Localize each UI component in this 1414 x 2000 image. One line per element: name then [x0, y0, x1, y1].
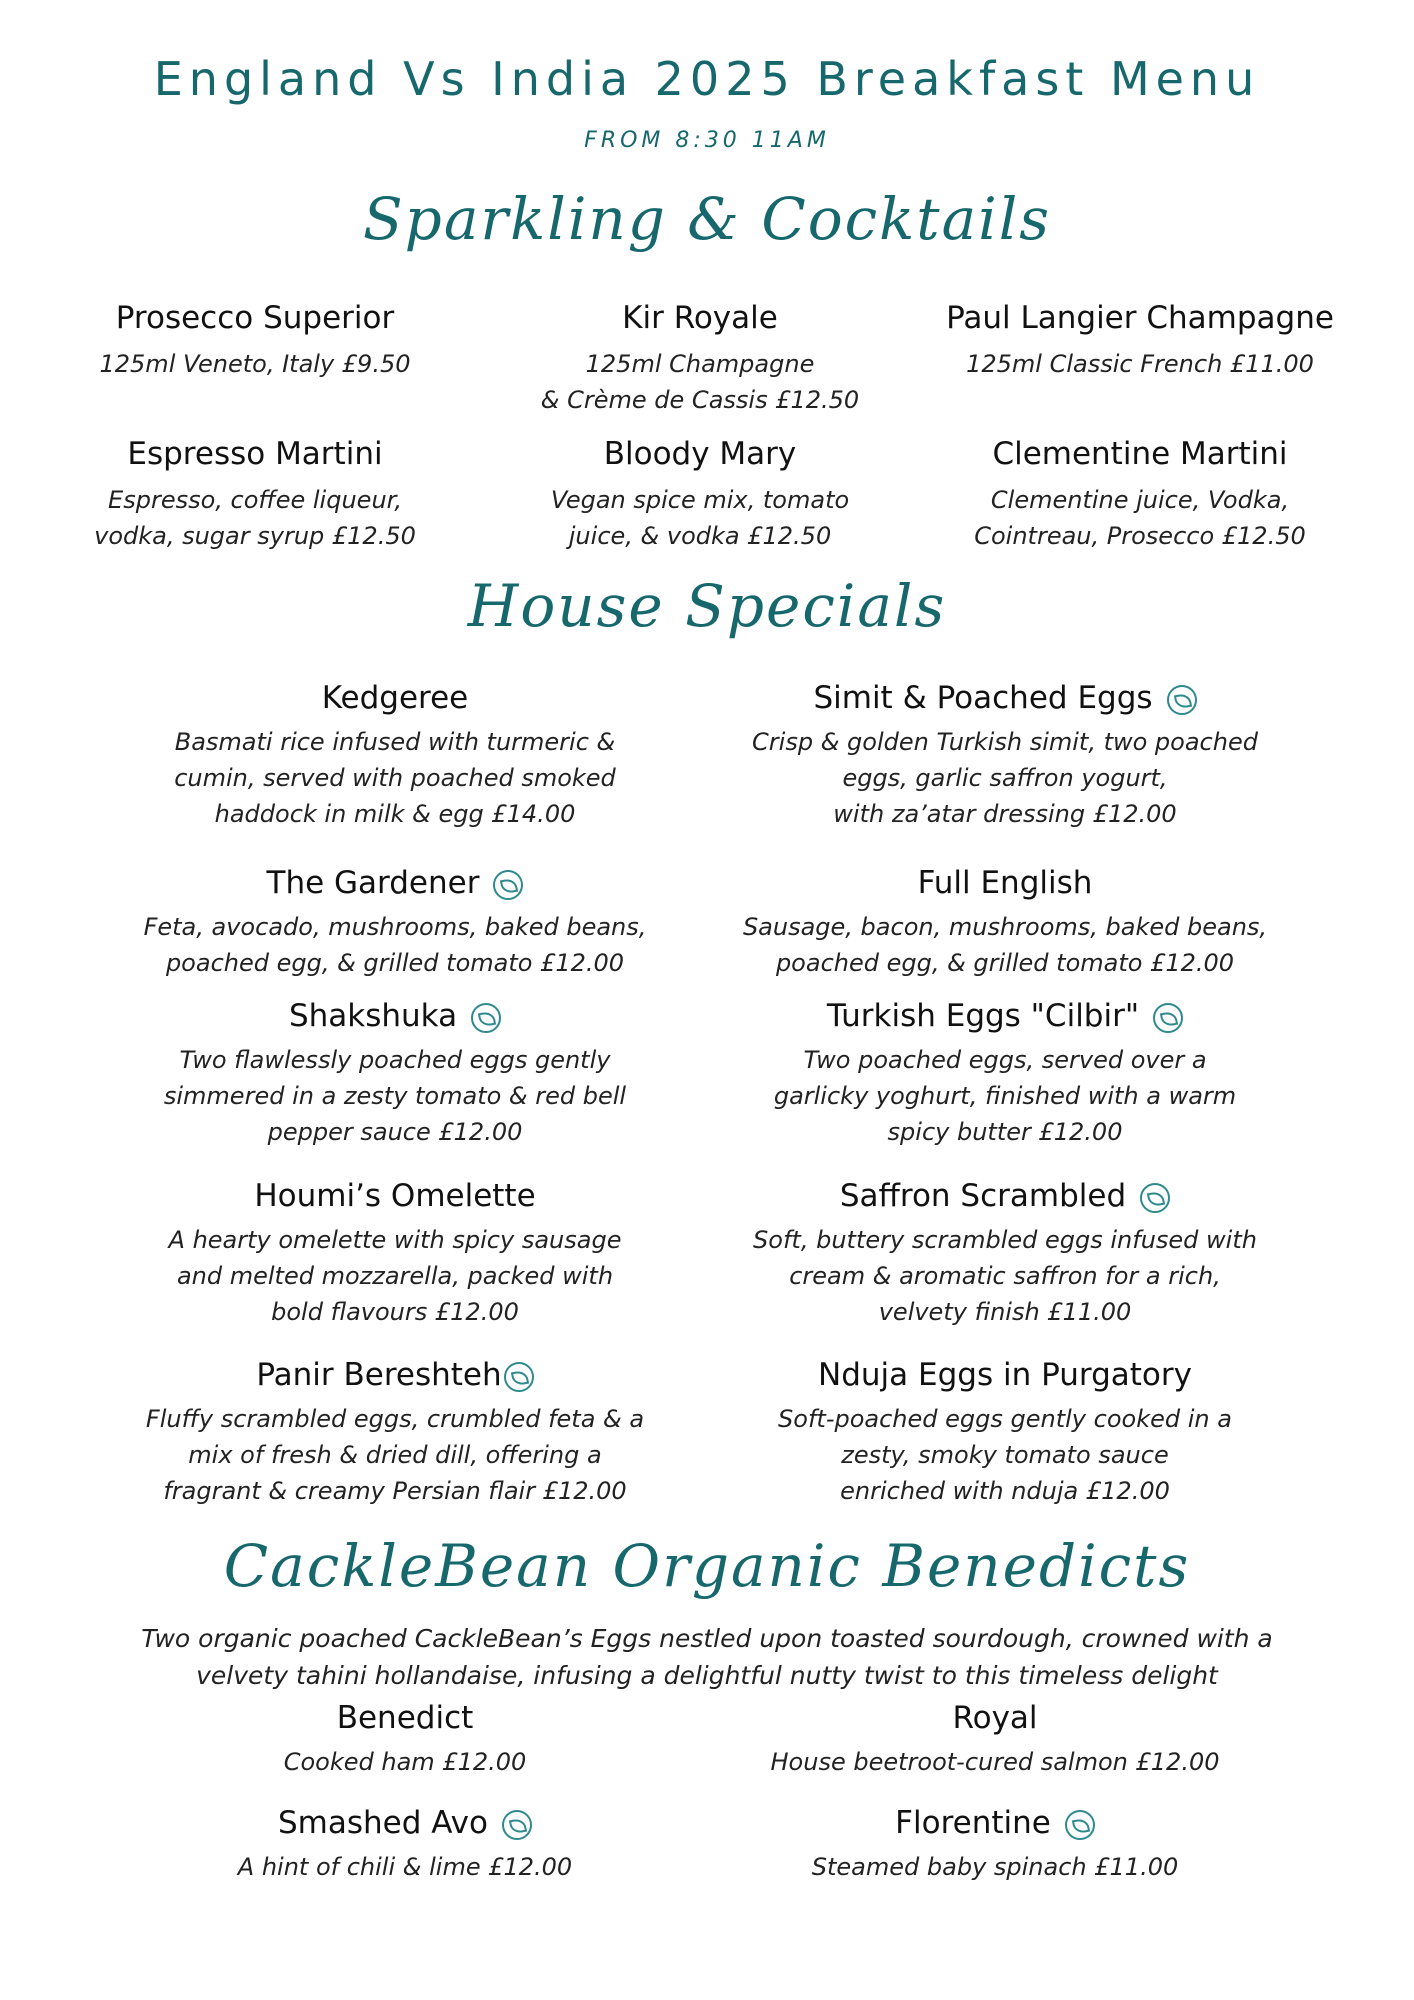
item-name: Florentine	[895, 1805, 1051, 1841]
item-desc: Two flawlessly poached eggs gently simmered in a zesty tomato & red bell pepper sauce £12.00	[163, 1046, 627, 1146]
item-name: Prosecco Superior	[115, 300, 395, 336]
menu-item	[710, 1357, 1300, 1509]
menu-item	[500, 436, 900, 554]
menu-item	[710, 1178, 1300, 1330]
section-title-house-specials: House Specials	[467, 572, 947, 640]
leaf-icon	[502, 1810, 532, 1840]
item-desc: Steamed baby spinach £11.00	[811, 1853, 1179, 1881]
menu-item	[710, 998, 1300, 1150]
leaf-icon	[1065, 1810, 1095, 1840]
item-desc: Clementine juice, Vodka, Cointreau, Prosecco £12.50	[974, 486, 1306, 550]
leaf-icon	[504, 1362, 534, 1392]
menu-title: England Vs India 2025 Breakfast Menu	[153, 52, 1261, 106]
menu-subtitle: FROM 8:30 11AM	[584, 128, 830, 153]
item-name: Kir Royale	[622, 300, 778, 336]
leaf-icon	[1167, 685, 1197, 715]
leaf-icon	[1140, 1183, 1170, 1213]
menu-item	[110, 865, 680, 981]
item-desc: A hearty omelette with spicy sausage and melted mozzarella, packed with bold flavours £12.00	[168, 1226, 622, 1326]
item-desc: 125ml Champagne & Crème de Cassis £12.50	[540, 350, 860, 414]
section-title-benedicts: CackleBean Organic Benedicts	[223, 1532, 1191, 1600]
menu-item	[730, 1805, 1260, 1885]
item-name: Panir Bereshteh	[256, 1357, 502, 1393]
item-desc: Crisp & golden Turkish simit, two poached eggs, garlic saffron yogurt, with za’atar dressing £12.00	[752, 728, 1258, 828]
item-desc: Sausage, bacon, mushrooms, baked beans, poached egg, & grilled tomato £12.00	[742, 913, 1268, 977]
menu-item	[150, 1700, 660, 1780]
menu-item	[710, 680, 1300, 832]
menu-item	[500, 300, 900, 418]
menu-item	[940, 436, 1340, 554]
item-desc: Espresso, coffee liqueur, vodka, sugar syrup £12.50	[94, 486, 416, 550]
item-name: Saffron Scrambled	[839, 1178, 1127, 1214]
item-name: Espresso Martini	[127, 436, 383, 472]
item-name: Turkish Eggs "Cilbir"	[826, 998, 1140, 1034]
item-name: Kedgeree	[321, 680, 469, 716]
item-name: Full English	[917, 865, 1093, 901]
menu-item	[60, 436, 450, 554]
leaf-icon	[471, 1003, 501, 1033]
item-name: Benedict	[336, 1700, 474, 1736]
item-name: Paul Langier Champagne	[946, 300, 1334, 336]
item-desc: Feta, avocado, mushrooms, baked beans, poached egg, & grilled tomato £12.00	[143, 913, 647, 977]
menu-item	[730, 1700, 1260, 1780]
leaf-icon	[1153, 1003, 1183, 1033]
item-name: Houmi’s Omelette	[254, 1178, 536, 1214]
item-desc: Fluffy scrambled eggs, crumbled feta & a mix of fresh & dried dill, offering a fragrant & creamy Persian flair £12.00	[145, 1405, 645, 1505]
benedicts-intro: Two organic poached CackleBean’s Eggs nestled upon toasted sourdough, crowned with a velvety tahini hollandaise, infusing a delightful nutty twist to this timeless delight	[141, 1624, 1273, 1690]
item-name: Smashed Avo	[278, 1805, 488, 1841]
item-desc: Basmati rice infused with turmeric & cumin, served with poached smoked haddock in milk & egg £14.00	[174, 728, 616, 828]
leaf-icon	[493, 870, 523, 900]
item-name: The Gardener	[266, 865, 480, 901]
menu-item	[110, 998, 680, 1150]
menu-item	[710, 865, 1300, 981]
menu-item	[940, 300, 1340, 382]
item-name: Simit & Poached Eggs	[813, 680, 1153, 716]
item-desc: Vegan spice mix, tomato juice, & vodka £12.50	[550, 486, 850, 550]
section-title-sparkling: Sparkling & Cocktails	[362, 185, 1052, 253]
item-name: Bloody Mary	[603, 436, 797, 472]
menu-item	[110, 1357, 680, 1509]
item-name: Shakshuka	[288, 998, 458, 1034]
item-desc: Two poached eggs, served over a garlicky yoghurt, finished with a warm spicy butter £12.00	[773, 1046, 1237, 1146]
menu-item	[110, 680, 680, 832]
menu-item	[150, 1805, 660, 1885]
item-desc: 125ml Veneto, Italy £9.50	[99, 350, 411, 378]
item-desc: A hint of chili & lime £12.00	[237, 1853, 573, 1881]
item-name: Nduja Eggs in Purgatory	[818, 1357, 1192, 1393]
item-name: Royal	[952, 1700, 1038, 1736]
menu-item	[110, 1178, 680, 1330]
item-name: Clementine Martini	[992, 436, 1288, 472]
item-desc: Soft-poached eggs gently cooked in a zesty, smoky tomato sauce enriched with nduja £12.00	[778, 1405, 1232, 1505]
item-desc: Cooked ham £12.00	[283, 1748, 527, 1776]
menu-item	[60, 300, 450, 382]
item-desc: House beetroot-cured salmon £12.00	[770, 1748, 1220, 1776]
item-desc: Soft, buttery scrambled eggs infused with cream & aromatic saffron for a rich, velvety finish £11.00	[753, 1226, 1257, 1326]
item-desc: 125ml Classic French £11.00	[966, 350, 1314, 378]
